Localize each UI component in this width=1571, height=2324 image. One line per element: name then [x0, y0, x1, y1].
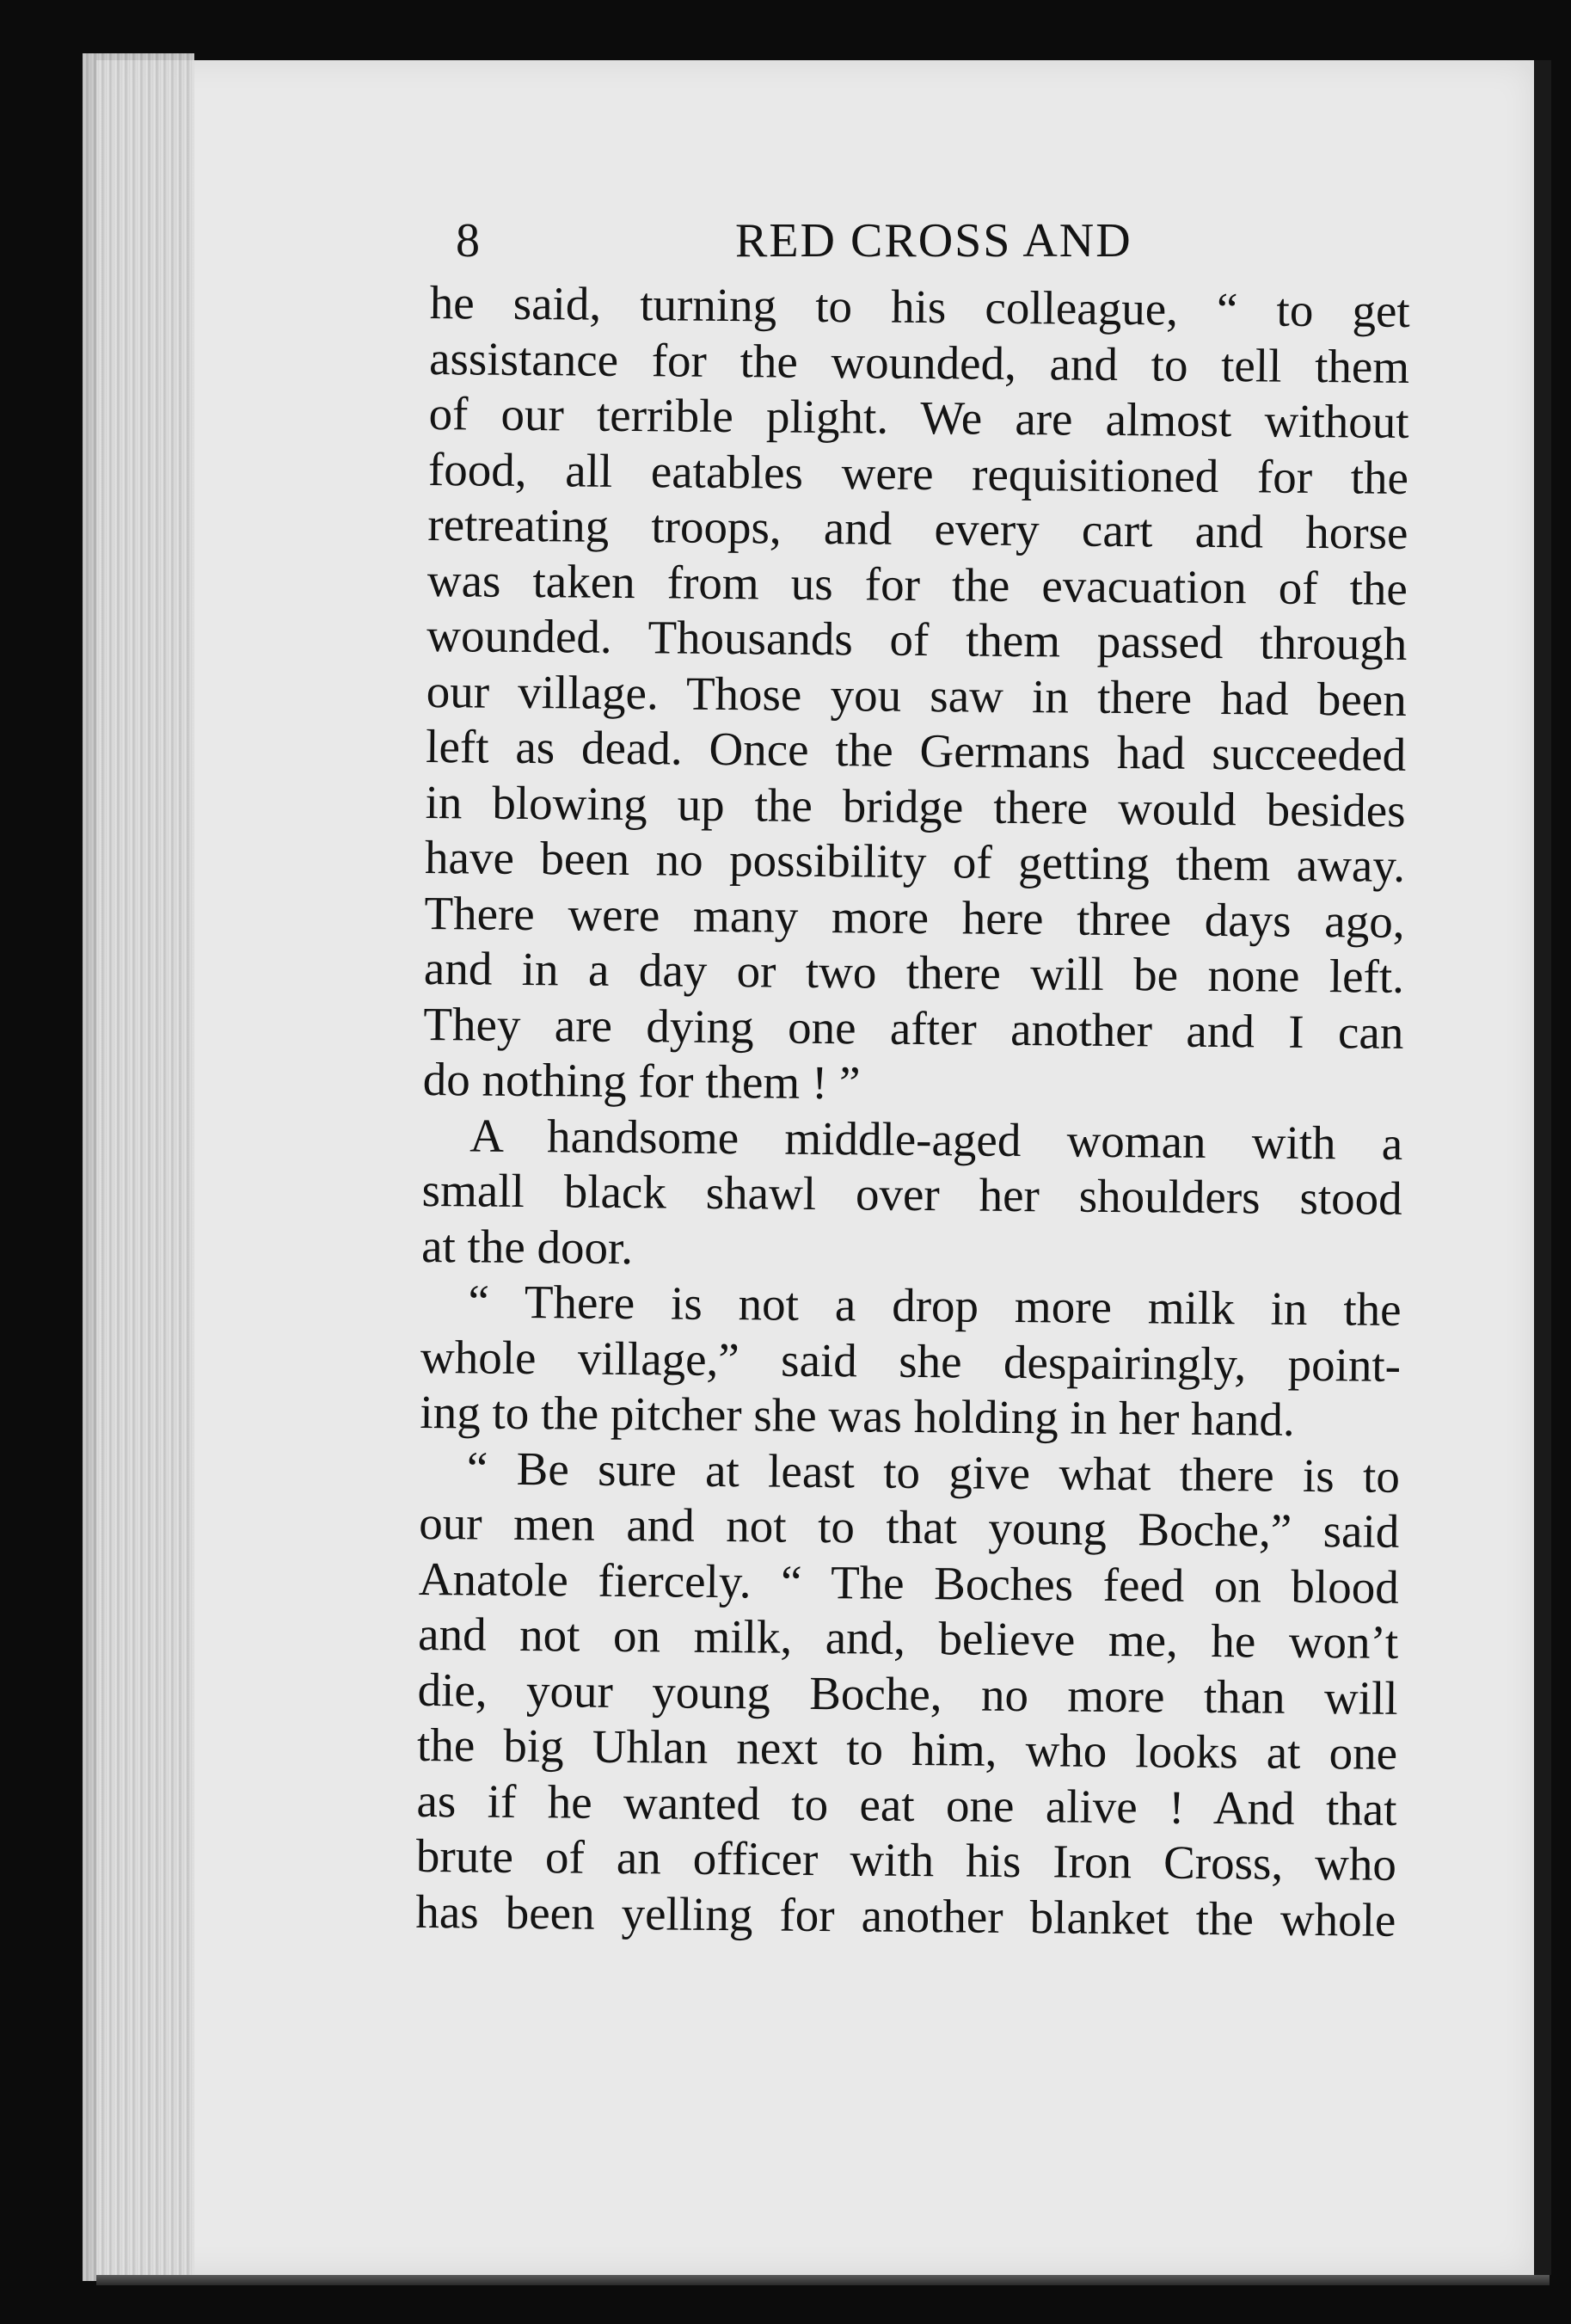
page-number: 8 — [456, 214, 480, 267]
text-line: whole village,” said she despairingly, point- — [420, 1330, 1402, 1392]
text-line: There were many more here three days ago, — [424, 886, 1405, 948]
text-line: “ There is not a drop more milk in the — [468, 1275, 1402, 1336]
page-header — [456, 206, 1144, 275]
text-line: ing to the pitcher she was holding in her hand. — [420, 1385, 1295, 1446]
text-line: wounded. Thousands of them passed through — [427, 608, 1408, 670]
text-line: as if he wanted to eat one alive ! And that — [416, 1774, 1397, 1835]
text-line: the big Uhlan next to him, who looks at one — [416, 1718, 1398, 1780]
page-binding-edge — [83, 53, 194, 2281]
text-line: at the door. — [420, 1219, 634, 1274]
text-line: of our terrible plight. We are almost without — [428, 386, 1409, 448]
text-line: in blowing up the bridge there would besides — [425, 775, 1406, 837]
text-line: have been no possibility of getting them away. — [424, 830, 1406, 892]
running-head: RED CROSS AND — [735, 214, 1132, 267]
page-bottom-edge — [96, 2275, 1550, 2285]
text-line: our village. Those you saw in there had been — [426, 664, 1408, 726]
text-line: was taken from us for the evacuation of the — [427, 553, 1408, 615]
page-right-edge — [1534, 60, 1551, 2275]
text-line: die, your young Boche, no more than will — [417, 1663, 1398, 1725]
text-line: brute of an officer with his Iron Cross, who — [415, 1829, 1397, 1891]
text-line: and not on milk, and, believe me, he won’t — [417, 1607, 1399, 1669]
text-line: A handsome middle-aged woman with a — [469, 1108, 1403, 1170]
text-line: assistance for the wounded, and to tell them — [428, 331, 1410, 393]
text-line: They are dying one after another and I can — [423, 997, 1404, 1059]
text-line: and in a day or two there will be none left. — [423, 941, 1405, 1003]
text-line: retreating troops, and every cart and horse — [427, 497, 1408, 559]
text-line: food, all eatables were requisitioned for the — [427, 442, 1409, 504]
body-text — [415, 275, 1410, 1948]
text-line: do nothing for them ! ” — [422, 1052, 861, 1110]
text-line: “ Be sure at least to give what there is to — [466, 1441, 1401, 1503]
text-line: our men and not to that young Boche,” said — [419, 1496, 1400, 1558]
text-line: he said, turning to his colleague, “ to get — [429, 275, 1410, 337]
text-line: Anatole fiercely. “ The Boches feed on blood — [418, 1552, 1400, 1614]
text-line: left as dead. Once the Germans had succeeded — [425, 719, 1407, 781]
text-line: has been yelling for another blanket the whole — [415, 1884, 1396, 1946]
text-line: small black shawl over her shoulders stood — [421, 1163, 1402, 1225]
